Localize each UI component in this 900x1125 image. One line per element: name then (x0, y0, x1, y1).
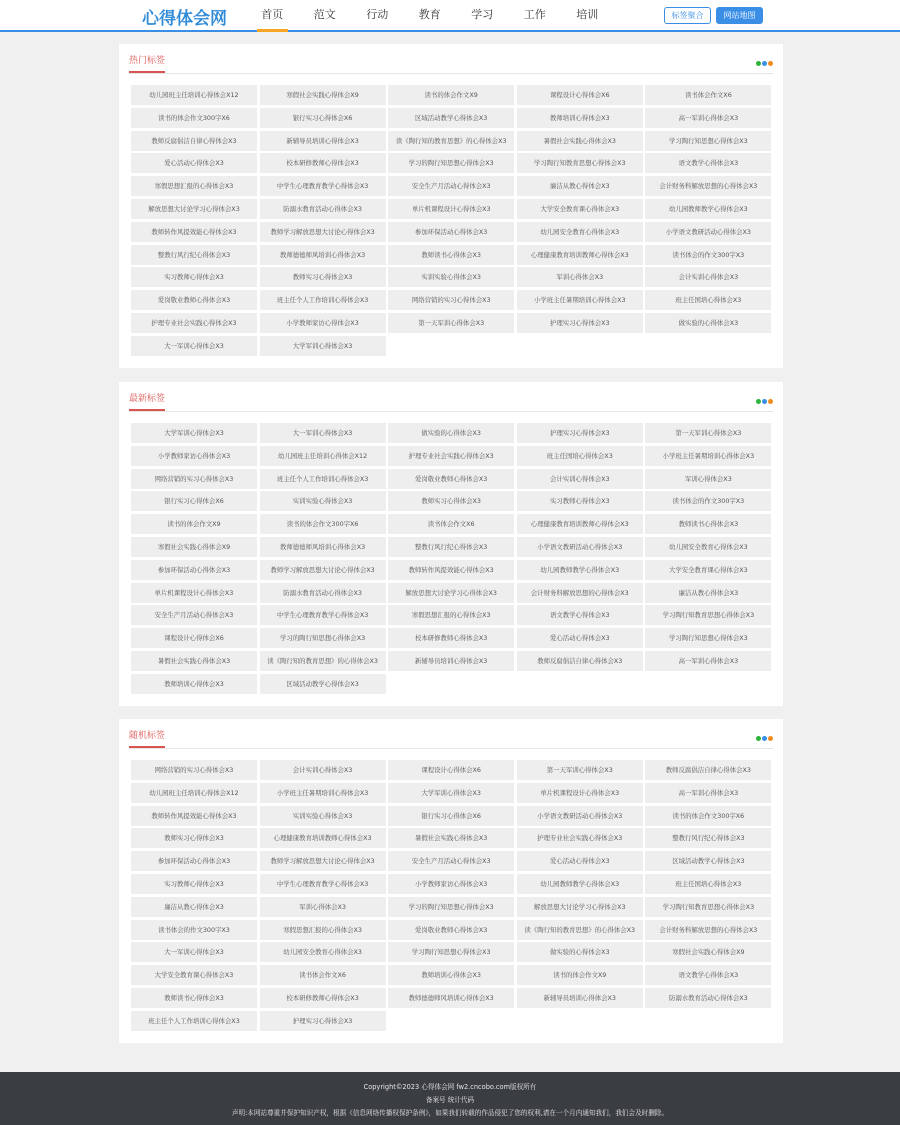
tag-link[interactable]: 教师学习解放思想大讨论心得体会X3 (260, 560, 386, 580)
tag-link[interactable]: 教师转作风提效能心得体会X3 (131, 806, 257, 826)
tag-link[interactable]: 幼儿园班主任培训心得体会X12 (131, 783, 257, 803)
tag-link[interactable]: 军训心得体会X3 (517, 267, 643, 287)
tag-link[interactable]: 心理健康教育培训教师心得体会X3 (517, 514, 643, 534)
tag-link[interactable]: 大一军训心得体会X3 (260, 423, 386, 443)
tag-link[interactable]: 班主任个人工作培训心得体会X3 (260, 290, 386, 310)
tag-link[interactable]: 教师实习心得体会X3 (131, 828, 257, 848)
tag-link[interactable]: 解放思想大讨论学习心得体会X3 (517, 897, 643, 917)
tag-link[interactable]: 第一天军训心得体会X3 (388, 313, 514, 333)
tag-link[interactable]: 第一天军训心得体会X3 (645, 423, 771, 443)
tag-link[interactable]: 做实验的心得体会X3 (645, 313, 771, 333)
tag-link[interactable]: 防溺水教育活动心得体会X3 (260, 199, 386, 219)
panel-title: 最新标签 (129, 393, 165, 411)
tag-link[interactable]: 网络营销的实习心得体会X3 (388, 290, 514, 310)
tag-link[interactable]: 第一天军训心得体会X3 (517, 760, 643, 780)
footer-notice: 声明:本网站尊重并保护知识产权，根据《信息网络传播权保护条例》，如果我们转载的作品侵犯了您的权利,请在一个月内通知我们，我们会及时删除。 (231, 1109, 669, 1117)
tag-link[interactable]: 大学军训心得体会X3 (260, 336, 386, 356)
random-tags-panel (119, 719, 783, 1043)
tag-link[interactable]: 实习教师心得体会X3 (131, 267, 257, 287)
tag-link[interactable]: 教师德德师风培训心得体会X3 (260, 245, 386, 265)
tag-link[interactable]: 护理专业社会实践心得体会X3 (517, 828, 643, 848)
tag-link[interactable]: 教师培训心得体会X3 (517, 108, 643, 128)
tag-link[interactable]: 学习的陶行知思想心得体会X3 (388, 897, 514, 917)
tag-link[interactable]: 中学生心理教育教学心得体会X3 (260, 874, 386, 894)
tag-link[interactable]: 实习教师心得体会X3 (517, 491, 643, 511)
tag-link[interactable]: 寒假社会实践心得体会X9 (260, 85, 386, 105)
tag-link[interactable]: 护理专业社会实践心得体会X3 (388, 446, 514, 466)
tag-link[interactable]: 单片机课程设计心得体会X3 (131, 583, 257, 603)
tag-link[interactable]: 读《陶行知的教育思想》的心得体会X3 (388, 131, 514, 151)
tag-link[interactable]: 寒假思想汇报的心得体会X3 (388, 605, 514, 625)
tag-link[interactable]: 读书的体会作文X9 (517, 965, 643, 985)
tag-link[interactable]: 学习陶行知思想心得体会X3 (388, 942, 514, 962)
panel-header (129, 382, 773, 412)
tag-link[interactable]: 学习陶行知思想心得体会X3 (645, 628, 771, 648)
tag-link[interactable]: 小学语文教研活动心得体会X3 (517, 537, 643, 557)
tag-link[interactable]: 教师德德师风培训心得体会X3 (260, 537, 386, 557)
tag-link[interactable]: 校本研修教师心得体会X3 (260, 988, 386, 1008)
tag-link[interactable]: 银行实习心得体会X6 (260, 108, 386, 128)
tag-link[interactable]: 解放思想大讨论学习心得体会X3 (388, 583, 514, 603)
tag-link[interactable]: 会计实训心得体会X3 (517, 469, 643, 489)
tag-link[interactable]: 学习陶行知教育思想心得体会X3 (517, 153, 643, 173)
tag-link[interactable]: 教师反腐倡洁自律心得体会X3 (131, 131, 257, 151)
tag-link[interactable]: 课程设计心得体会X6 (131, 628, 257, 648)
tag-link[interactable]: 安全生产月活动心得体会X3 (131, 605, 257, 625)
tag-link[interactable]: 整教行风行纪心得体会X3 (388, 537, 514, 557)
tag-link[interactable]: 整教行风行纪心得体会X3 (131, 245, 257, 265)
tag-link[interactable]: 做实验的心得体会X3 (388, 423, 514, 443)
tag-link[interactable]: 教师反腐倡洁自律心得体会X3 (645, 760, 771, 780)
tag-link[interactable]: 校本研修教师心得体会X3 (388, 628, 514, 648)
tag-link[interactable]: 读书的体会作文X9 (388, 85, 514, 105)
decorative-dots-icon (756, 736, 773, 741)
tag-link[interactable]: 幼儿园安全教育心得体会X3 (517, 222, 643, 242)
tag-link[interactable]: 爱岗敬业教师心得体会X3 (388, 469, 514, 489)
tag-link[interactable]: 网络营销的实习心得体会X3 (131, 469, 257, 489)
tag-link[interactable]: 幼儿园安全教育心得体会X3 (260, 942, 386, 962)
tag-link[interactable]: 区域活动教学心得体会X3 (645, 851, 771, 871)
tag-link[interactable]: 实训实验心得体会X3 (388, 267, 514, 287)
tag-link[interactable]: 小学语文教研活动心得体会X3 (645, 222, 771, 242)
site-logo[interactable]: 心得体会网 (142, 9, 227, 29)
tag-link[interactable]: 爱心活动心得体会X3 (131, 153, 257, 173)
tag-link[interactable]: 区域活动教学心得体会X3 (388, 108, 514, 128)
tag-link[interactable]: 幼儿园班主任培训心得体会X12 (260, 446, 386, 466)
tag-link[interactable]: 教师德德师风培训心得体会X3 (388, 988, 514, 1008)
tag-link[interactable]: 大一军训心得体会X3 (131, 942, 257, 962)
tag-link[interactable]: 课程设计心得体会X6 (517, 85, 643, 105)
tag-link[interactable]: 小学教师家访心得体会X3 (131, 446, 257, 466)
tag-link[interactable]: 教师读书心得体会X3 (131, 988, 257, 1008)
tag-link[interactable]: 参加环保活动心得体会X3 (131, 560, 257, 580)
tag-link[interactable]: 读书的体会作文300字X6 (260, 514, 386, 534)
tag-link[interactable]: 学习的陶行知思想心得体会X3 (260, 628, 386, 648)
tag-link[interactable]: 教师读书心得体会X3 (645, 514, 771, 534)
tag-link[interactable]: 学习陶行知教育思想心得体会X3 (645, 605, 771, 625)
tag-link[interactable]: 参加环保活动心得体会X3 (388, 222, 514, 242)
tag-link[interactable]: 护理实习心得体会X3 (517, 423, 643, 443)
tag-link[interactable]: 寒假社会实践心得体会X9 (131, 537, 257, 557)
hot-tags-panel (119, 44, 783, 368)
tag-link[interactable]: 教师培训心得体会X3 (131, 674, 257, 694)
tag-link[interactable]: 暑假社会实践心得体会X3 (517, 131, 643, 151)
tag-link[interactable]: 新辅导员培训心得体会X3 (517, 988, 643, 1008)
tag-link[interactable]: 读书体会作文X6 (645, 85, 771, 105)
tag-link[interactable]: 读《陶行知的教育思想》的心得体会X3 (260, 651, 386, 671)
tag-link[interactable]: 网络营销的实习心得体会X3 (131, 760, 257, 780)
tag-grid (131, 85, 772, 356)
tag-link[interactable]: 寒假思想汇报的心得体会X3 (260, 920, 386, 940)
footer-links[interactable]: 备案号 统计代码 (425, 1096, 475, 1104)
tag-link[interactable]: 大学军训心得体会X3 (388, 783, 514, 803)
tag-link[interactable]: 护理实习心得体会X3 (517, 313, 643, 333)
tag-link[interactable]: 中学生心理教育教学心得体会X3 (260, 176, 386, 196)
tag-link[interactable]: 新辅导员培训心得体会X3 (260, 131, 386, 151)
tag-link[interactable]: 中学生心理教育教学心得体会X3 (260, 605, 386, 625)
tag-link[interactable]: 安全生产月活动心得体会X3 (388, 176, 514, 196)
tag-link[interactable]: 读书体会作文X6 (260, 965, 386, 985)
tag-link[interactable]: 大一军训心得体会X3 (131, 336, 257, 356)
tag-link[interactable]: 教师实习心得体会X3 (388, 491, 514, 511)
tag-link[interactable]: 大学军训心得体会X3 (131, 423, 257, 443)
nav-training[interactable]: 培训 (576, 8, 599, 21)
tag-link[interactable]: 小学教师家访心得体会X3 (388, 874, 514, 894)
tag-link[interactable]: 实训实验心得体会X3 (260, 806, 386, 826)
tag-link[interactable]: 教师反腐倡洁自律心得体会X3 (517, 651, 643, 671)
tag-link[interactable]: 爱岗敬业教师心得体会X3 (388, 920, 514, 940)
tag-link[interactable]: 暑假社会实践心得体会X3 (388, 828, 514, 848)
tag-link[interactable]: 教师学习解放思想大讨论心得体会X3 (260, 222, 386, 242)
tag-link[interactable]: 幼儿园教师教学心得体会X3 (517, 560, 643, 580)
nav-essays[interactable]: 范文 (313, 8, 336, 21)
tag-link[interactable]: 单片机课程设计心得体会X3 (388, 199, 514, 219)
tag-link[interactable]: 高一军训心得体会X3 (645, 108, 771, 128)
nav-work[interactable]: 工作 (523, 8, 546, 21)
tag-link[interactable]: 会计财务科解放思想的心得体会X3 (645, 176, 771, 196)
nav-education[interactable]: 教育 (418, 8, 441, 21)
tag-link[interactable]: 会计财务科解放思想的心得体会X3 (645, 920, 771, 940)
tag-link[interactable]: 廉洁从教心得体会X3 (517, 176, 643, 196)
tag-link[interactable]: 读书体会的作文300字X3 (645, 245, 771, 265)
tag-link[interactable]: 军训心得体会X3 (260, 897, 386, 917)
tag-link[interactable]: 心理健康教育培训教师心得体会X3 (260, 828, 386, 848)
tag-link[interactable]: 幼儿园教师教学心得体会X3 (517, 874, 643, 894)
tag-link[interactable]: 读书体会作文X6 (388, 514, 514, 534)
tag-link[interactable]: 整教行风行纪心得体会X3 (645, 828, 771, 848)
site-footer (0, 1072, 900, 1125)
tag-link[interactable]: 教师实习心得体会X3 (260, 267, 386, 287)
tag-link[interactable]: 高一军训心得体会X3 (645, 783, 771, 803)
tag-grid (131, 423, 772, 694)
tag-link[interactable]: 学习陶行知思想心得体会X3 (645, 131, 771, 151)
panel-header (129, 44, 773, 74)
tags-aggregate-button[interactable]: 标签聚合 (664, 7, 711, 24)
tag-link[interactable]: 银行实习心得体会X6 (131, 491, 257, 511)
tag-link[interactable]: 小学教师家访心得体会X3 (260, 313, 386, 333)
tag-link[interactable]: 读书体会的作文300字X3 (131, 920, 257, 940)
main-nav (246, 0, 614, 32)
tag-link[interactable]: 大学安全教育课心得体会X3 (645, 560, 771, 580)
tag-link[interactable]: 安全生产月活动心得体会X3 (388, 851, 514, 871)
tag-link[interactable]: 大学安全教育课心得体会X3 (131, 965, 257, 985)
tag-link[interactable]: 读《陶行知的教育思想》的心得体会X3 (517, 920, 643, 940)
tag-link[interactable]: 廉洁从教心得体会X3 (131, 897, 257, 917)
tag-link[interactable]: 班主任国培心得体会X3 (645, 874, 771, 894)
tag-link[interactable]: 新辅导员培训心得体会X3 (388, 651, 514, 671)
tag-link[interactable]: 语文教学心得体会X3 (645, 965, 771, 985)
tag-link[interactable]: 学习陶行知教育思想心得体会X3 (645, 897, 771, 917)
tag-link[interactable]: 语文教学心得体会X3 (645, 153, 771, 173)
tag-link[interactable]: 寒假思想汇报的心得体会X3 (131, 176, 257, 196)
tag-link[interactable]: 小学班主任暑期培训心得体会X3 (517, 290, 643, 310)
tag-link[interactable]: 语文教学心得体会X3 (517, 605, 643, 625)
tag-link[interactable]: 会计实训心得体会X3 (645, 267, 771, 287)
tag-link[interactable]: 读书的体会作文300字X6 (131, 108, 257, 128)
decorative-dots-icon (756, 399, 773, 404)
tag-link[interactable]: 高一军训心得体会X3 (645, 651, 771, 671)
tag-link[interactable]: 护理专业社会实践心得体会X3 (131, 313, 257, 333)
tag-link[interactable]: 实训实验心得体会X3 (260, 491, 386, 511)
tag-link[interactable]: 防溺水教育活动心得体会X3 (260, 583, 386, 603)
tag-link[interactable]: 教师学习解放思想大讨论心得体会X3 (260, 851, 386, 871)
tag-link[interactable]: 校本研修教师心得体会X3 (260, 153, 386, 173)
tag-link[interactable]: 班主任国培心得体会X3 (645, 290, 771, 310)
tag-link[interactable]: 幼儿园班主任培训心得体会X12 (131, 85, 257, 105)
tag-link[interactable]: 爱心活动心得体会X3 (517, 628, 643, 648)
sitemap-button[interactable]: 网站地图 (716, 7, 763, 24)
tag-link[interactable]: 学习的陶行知思想心得体会X3 (388, 153, 514, 173)
tag-link[interactable]: 区域活动教学心得体会X3 (260, 674, 386, 694)
tag-link[interactable]: 会计实训心得体会X3 (260, 760, 386, 780)
tag-link[interactable]: 银行实习心得体会X6 (388, 806, 514, 826)
tag-link[interactable]: 廉洁从教心得体会X3 (645, 583, 771, 603)
tag-link[interactable]: 爱心活动心得体会X3 (517, 851, 643, 871)
tag-link[interactable]: 单片机课程设计心得体会X3 (517, 783, 643, 803)
tag-link[interactable]: 教师转作风提效能心得体会X3 (388, 560, 514, 580)
tag-link[interactable]: 班主任个人工作培训心得体会X3 (260, 469, 386, 489)
tag-link[interactable]: 幼儿园教师教学心得体会X3 (645, 199, 771, 219)
tag-link[interactable]: 读书的体会作文X9 (131, 514, 257, 534)
tag-link[interactable]: 教师读书心得体会X3 (388, 245, 514, 265)
footer-copyright: Copyright©2023 心得体会网 fw2.cncobo.com版权所有 (363, 1083, 537, 1091)
tag-link[interactable]: 班主任个人工作培训心得体会X3 (131, 1011, 257, 1031)
tag-link[interactable]: 幼儿园安全教育心得体会X3 (645, 537, 771, 557)
tag-link[interactable]: 读书体会的作文300字X3 (645, 491, 771, 511)
decorative-dots-icon (756, 61, 773, 66)
tag-link[interactable]: 心理健康教育培训教师心得体会X3 (517, 245, 643, 265)
tag-link[interactable]: 课程设计心得体会X6 (388, 760, 514, 780)
tag-link[interactable]: 小学班主任暑期培训心得体会X3 (260, 783, 386, 803)
tag-link[interactable]: 暑假社会实践心得体会X3 (131, 651, 257, 671)
tag-link[interactable]: 读书的体会作文300字X6 (645, 806, 771, 826)
tag-link[interactable]: 解放思想大讨论学习心得体会X3 (131, 199, 257, 219)
tag-link[interactable]: 实习教师心得体会X3 (131, 874, 257, 894)
tag-link[interactable]: 小学班主任暑期培训心得体会X3 (645, 446, 771, 466)
tag-link[interactable]: 爱岗敬业教师心得体会X3 (131, 290, 257, 310)
tag-link[interactable]: 防溺水教育活动心得体会X3 (645, 988, 771, 1008)
tag-link[interactable]: 做实验的心得体会X3 (517, 942, 643, 962)
tag-link[interactable]: 护理实习心得体会X3 (260, 1011, 386, 1031)
tag-link[interactable]: 参加环保活动心得体会X3 (131, 851, 257, 871)
nav-study[interactable]: 学习 (471, 8, 494, 21)
tag-link[interactable]: 会计财务科解放思想的心得体会X3 (517, 583, 643, 603)
panel-header (129, 719, 773, 749)
top-navbar (0, 0, 900, 32)
panel-title: 热门标签 (129, 55, 165, 73)
tag-link[interactable]: 军训心得体会X3 (645, 469, 771, 489)
tag-link[interactable]: 教师转作风提效能心得体会X3 (131, 222, 257, 242)
tag-link[interactable]: 班主任国培心得体会X3 (517, 446, 643, 466)
latest-tags-panel (119, 382, 783, 706)
tag-link[interactable]: 寒假社会实践心得体会X9 (645, 942, 771, 962)
panel-title: 随机标签 (129, 730, 165, 748)
nav-action[interactable]: 行动 (366, 8, 389, 21)
tag-link[interactable]: 教师培训心得体会X3 (388, 965, 514, 985)
tag-grid (131, 760, 772, 1031)
tag-link[interactable]: 小学语文教研活动心得体会X3 (517, 806, 643, 826)
tag-link[interactable]: 大学安全教育课心得体会X3 (517, 199, 643, 219)
nav-home[interactable]: 首页 (246, 0, 299, 32)
